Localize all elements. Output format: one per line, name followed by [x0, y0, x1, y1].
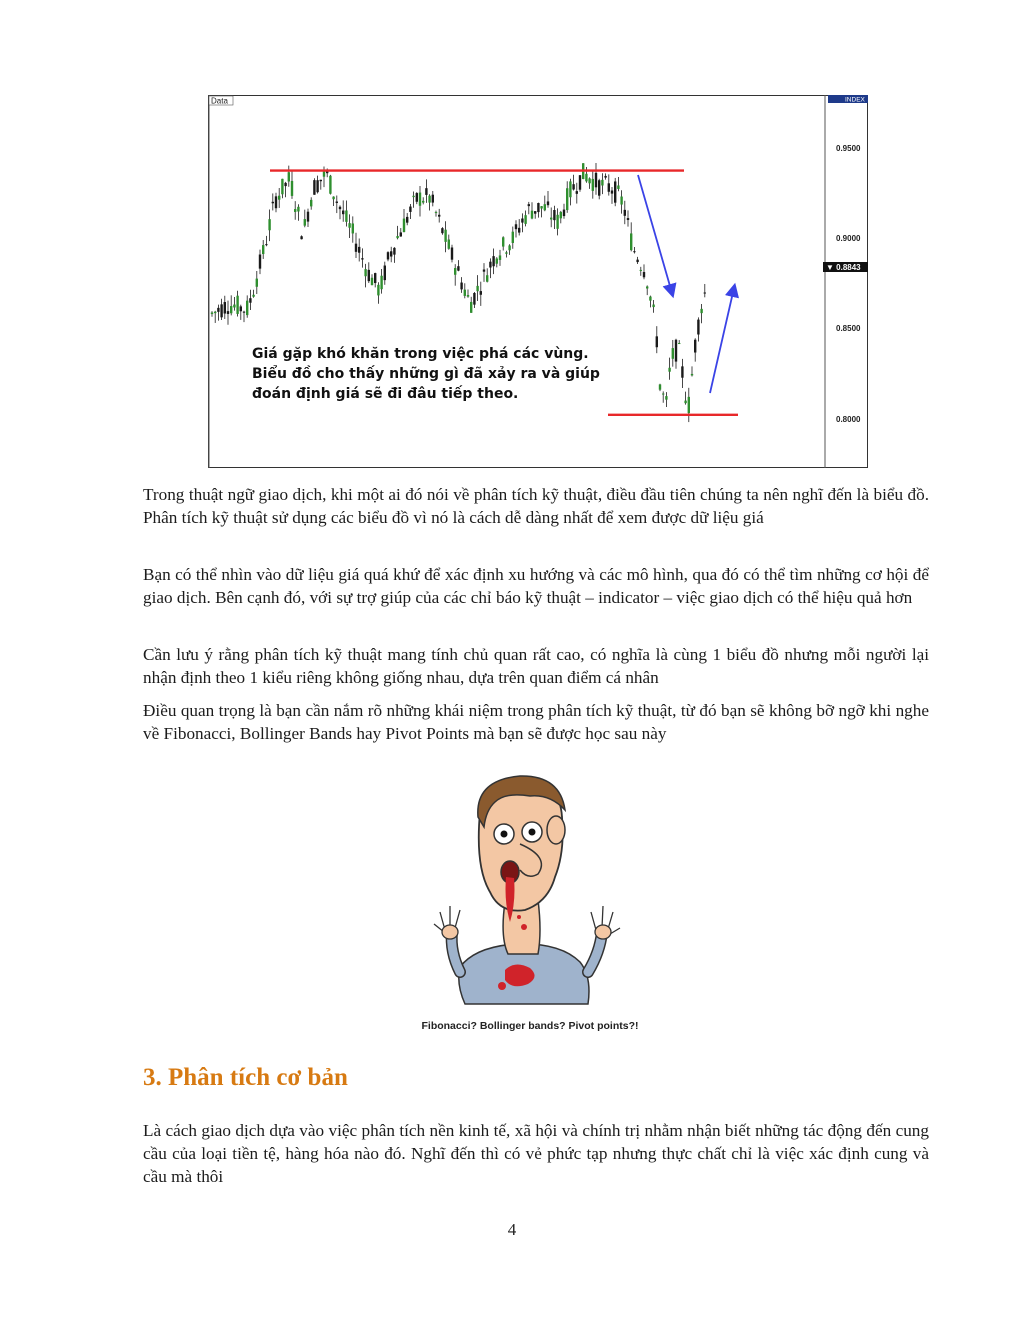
candle-body — [428, 196, 430, 203]
candle-body — [403, 219, 405, 232]
candle-body — [214, 312, 216, 313]
candle-body — [432, 195, 434, 203]
candle-body — [444, 230, 446, 242]
candle-body — [393, 248, 395, 255]
candle-body — [355, 244, 357, 252]
section-paragraph: Là cách giao dịch dựa vào việc phân tích nền kinh tế, xã hội và chính trị nhằm nhận biết những tác động đến cung cầu của loại tiền tệ, hàng hóa nào đó. Nghĩ đến thì có vẻ phức tạp nhưng thực chất chỉ là việc xác định cung và cầu mà thôi — [143, 1121, 929, 1186]
y-tick-label: 0.9500 — [836, 144, 861, 153]
candle-body — [441, 228, 443, 233]
candle-body — [291, 181, 293, 196]
candle-body — [512, 232, 514, 243]
candle-body — [617, 185, 619, 188]
candle-body — [300, 236, 302, 239]
candle-body — [572, 184, 574, 189]
candle-body — [496, 259, 498, 264]
current-price-label: ▼ 0.8843 — [826, 263, 861, 272]
candle-body — [422, 201, 424, 203]
candle-body — [256, 279, 258, 287]
candle-body — [249, 298, 251, 303]
candle-body — [521, 218, 523, 222]
candle-body — [281, 179, 283, 194]
candle-body — [425, 188, 427, 195]
candle-body — [553, 210, 555, 220]
candle-body — [691, 374, 693, 375]
candle-body — [336, 202, 338, 203]
candle-body — [329, 176, 331, 194]
candle-body — [620, 197, 622, 205]
candle-body — [550, 218, 552, 220]
candle-body — [384, 266, 386, 281]
candle-body — [643, 272, 645, 277]
candle-body — [601, 180, 603, 186]
shocked-man-cartoon — [420, 772, 630, 1022]
candle-body — [518, 228, 520, 233]
candle-body — [310, 200, 312, 207]
candle-body — [217, 308, 219, 312]
y-tick-label: 0.8000 — [836, 415, 861, 424]
candle-body — [332, 197, 334, 200]
candle-body — [534, 211, 536, 214]
candle-body — [611, 191, 613, 194]
candle-body — [451, 247, 453, 259]
candle-body — [489, 262, 491, 268]
candle-body — [352, 223, 354, 233]
candle-body — [304, 219, 306, 226]
candle-body — [259, 255, 261, 269]
candle-body — [316, 180, 318, 192]
paragraph: Trong thuật ngữ giao dịch, khi một ai đó nói về phân tích kỹ thuật, điều đầu tiên chúng ta nên nghĩ đến là biểu đồ. Phân tích kỹ thuật sử dụng các biểu đồ vì nó là cách dễ dàng nhất để xem được dữ liệu giá — [143, 485, 929, 527]
candle-body — [672, 348, 674, 359]
candle-body — [364, 269, 366, 276]
candle-body — [588, 178, 590, 183]
candle-body — [569, 181, 571, 197]
candle-body — [640, 270, 642, 271]
candle-body — [348, 223, 350, 228]
candle-body — [649, 297, 651, 301]
candle-body — [614, 181, 616, 202]
candle-body — [236, 296, 238, 314]
candle-body — [652, 305, 654, 308]
candle-body — [499, 255, 501, 259]
candle-body — [544, 204, 546, 210]
candle-body — [678, 343, 680, 344]
candle-body — [467, 295, 469, 297]
candle-body — [659, 384, 661, 389]
candle-body — [502, 237, 504, 246]
candle-body — [681, 366, 683, 377]
candle-body — [608, 183, 610, 191]
page-number: 4 — [507, 1220, 517, 1239]
paragraph: Bạn có thể nhìn vào dữ liệu giá quá khứ để xác định xu hướng và các mô hình, qua đó có thể tìm những cơ hội để giao dịch. Bên cạnh đó, với sự trợ giúp của các chỉ báo kỹ thuật – indicator – việc giao dịch có thể hiệu quả hơn — [143, 565, 929, 607]
candle-body — [595, 173, 597, 187]
candle-body — [406, 217, 408, 223]
candle-body — [400, 232, 402, 236]
annotation-line: Giá gặp khó khăn trong việc phá các vùng. — [252, 346, 589, 362]
candle-body — [224, 302, 226, 314]
candle-body — [371, 278, 373, 285]
candle-body — [563, 210, 565, 216]
section-heading: 3. Phân tích cơ bản — [143, 1064, 348, 1091]
candle-body — [457, 266, 459, 270]
candle-body — [416, 193, 418, 202]
candle-body — [646, 286, 648, 288]
candle-body — [448, 240, 450, 249]
candle-body — [412, 196, 414, 197]
candle-body — [368, 270, 370, 281]
candle-body — [342, 211, 344, 215]
candle-body — [483, 270, 485, 272]
candle-body — [361, 258, 363, 259]
candle-body — [284, 183, 286, 186]
frame-label: Data — [211, 96, 228, 106]
candle-body — [633, 251, 635, 252]
candle-body — [419, 193, 421, 206]
candle-body — [684, 401, 686, 404]
y-tick-label: 0.9000 — [836, 234, 861, 243]
candle-body — [688, 397, 690, 413]
candle-body — [307, 212, 309, 222]
candle-body — [211, 312, 213, 314]
candle-body — [524, 215, 526, 224]
candle-body — [668, 368, 670, 372]
candle-body — [265, 244, 267, 245]
index-tag: INDEX — [845, 96, 865, 104]
candle-body — [233, 305, 235, 308]
candle-body — [272, 202, 274, 203]
candle-body — [380, 276, 382, 289]
candle-body — [697, 320, 699, 335]
annotation-line: Biểu đồ cho thấy những gì đã xảy ra và giúp — [252, 366, 600, 382]
cartoon-caption: Fibonacci? Bollinger bands? Pivot points?! — [421, 1020, 639, 1032]
candle-body — [585, 174, 587, 182]
candle-body — [252, 295, 254, 297]
candle-body — [268, 219, 270, 230]
candle-body — [566, 188, 568, 210]
price-chart-figure — [208, 95, 868, 468]
candle-body — [396, 236, 398, 238]
candle-body — [377, 285, 379, 296]
candle-body — [480, 291, 482, 295]
candle-body — [358, 247, 360, 253]
paragraph: Cần lưu ý rằng phân tích kỹ thuật mang tính chủ quan rất cao, có nghĩa là cùng 1 biểu đồ nhưng mỗi người lại nhận định theo 1 kiểu riêng không giống nhau, dựa trên quan điểm cá nhân — [143, 645, 929, 687]
candle-body — [486, 275, 488, 282]
candle-body — [624, 210, 626, 216]
candle-body — [547, 201, 549, 205]
annotation-line: đoán định giá sẽ đi đâu tiếp theo. — [252, 386, 519, 402]
candle-body — [339, 207, 341, 209]
candle-body — [387, 252, 389, 259]
candle-body — [576, 191, 578, 194]
candle-body — [700, 309, 702, 313]
candle-body — [345, 210, 347, 221]
candle-body — [656, 336, 658, 347]
candle-body — [320, 180, 322, 181]
candle-body — [409, 207, 411, 212]
candle-body — [531, 211, 533, 219]
candle-body — [515, 224, 517, 229]
candle-body — [665, 396, 667, 400]
y-tick-label: 0.8500 — [836, 324, 861, 333]
candle-body — [297, 207, 299, 212]
candle-body — [704, 293, 706, 294]
candle-body — [220, 304, 222, 317]
candle-body — [556, 215, 558, 229]
candle-body — [528, 204, 530, 206]
candle-body — [579, 175, 581, 189]
candle-body — [508, 245, 510, 250]
candle-body — [476, 286, 478, 291]
candle-body — [537, 203, 539, 212]
candle-body — [694, 340, 696, 353]
candle-body — [630, 233, 632, 250]
candle-body — [275, 196, 277, 208]
candle-body — [230, 306, 232, 313]
cartoon-illustration — [420, 772, 630, 1022]
candle-body — [288, 172, 290, 181]
candle-body — [262, 245, 264, 254]
candle-body — [438, 215, 440, 217]
candle-body — [560, 212, 562, 218]
candle-body — [454, 268, 456, 275]
candle-body — [636, 260, 638, 262]
candle-body — [240, 306, 242, 311]
candle-body — [464, 290, 466, 296]
candle-body — [473, 293, 475, 305]
candle-body — [540, 206, 542, 208]
candle-body — [627, 218, 629, 220]
candle-body — [294, 209, 296, 212]
candle-body — [435, 212, 437, 213]
chart-frame — [209, 96, 868, 468]
paragraph: Điều quan trọng là bạn cần nắm rõ những khái niệm trong phân tích kỹ thuật, từ đó bạn sẽ không bỡ ngỡ khi nghe về Fibonacci, Bollinger Bands hay Pivot Points mà bạn sẽ được học sau này — [143, 701, 929, 743]
candle-body — [243, 312, 245, 313]
price-chart — [208, 95, 868, 468]
candle-body — [313, 180, 315, 195]
candle-body — [227, 311, 229, 314]
candle-body — [505, 252, 507, 253]
candle-body — [246, 301, 248, 315]
candle-body — [492, 256, 494, 266]
candle-body — [662, 394, 664, 395]
candle-body — [604, 176, 606, 178]
candle-body — [598, 180, 600, 195]
candle-body — [470, 302, 472, 313]
candle-body — [592, 179, 594, 191]
candle-body — [390, 251, 392, 256]
candle-body — [278, 196, 280, 200]
candle-body — [460, 283, 462, 290]
candle-body — [374, 273, 376, 283]
candle-body — [675, 340, 677, 362]
